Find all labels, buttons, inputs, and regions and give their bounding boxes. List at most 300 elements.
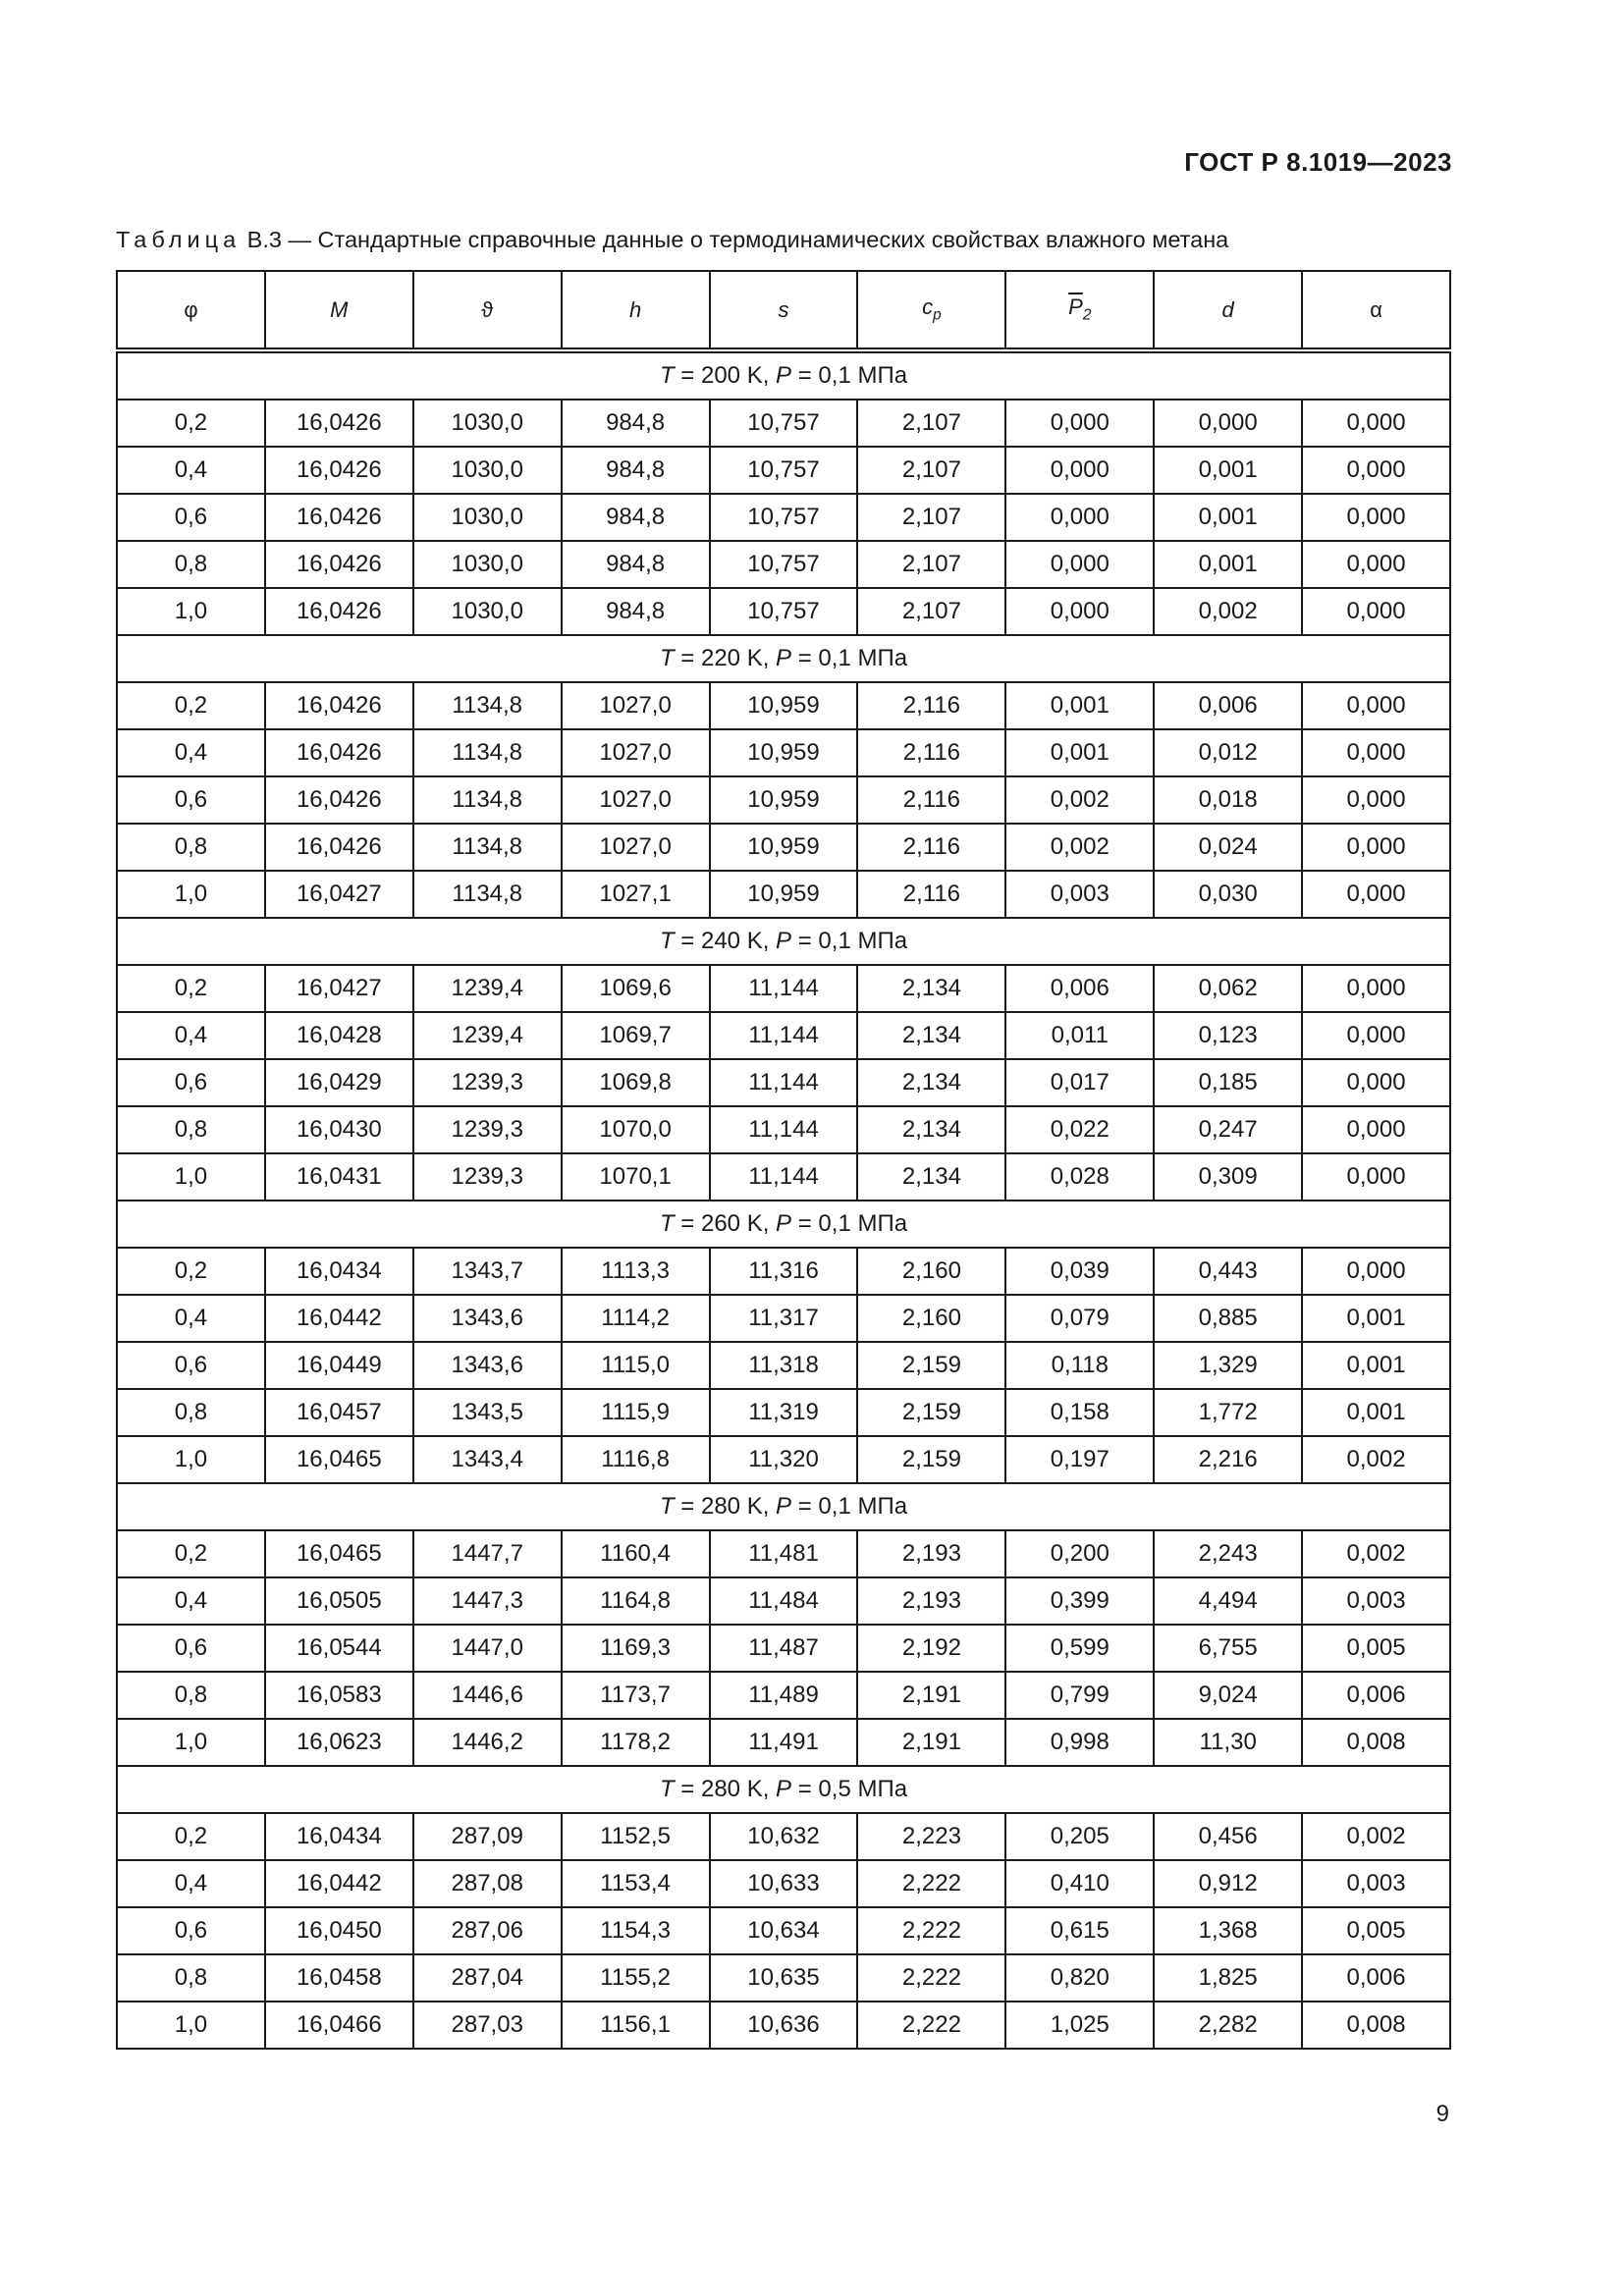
table-cell: 2,107: [857, 494, 1005, 541]
table-cell: 0,799: [1005, 1672, 1154, 1719]
column-subscript: 2: [1082, 306, 1092, 324]
table-cell: 11,491: [710, 1719, 858, 1766]
table-cell: 1173,7: [562, 1672, 710, 1719]
table-cell: 0,2: [117, 1248, 265, 1295]
table-row: [117, 1860, 1450, 1907]
table-cell: 1169,3: [562, 1625, 710, 1672]
table-cell: 16,0544: [265, 1625, 413, 1672]
table-cell: 16,0465: [265, 1436, 413, 1483]
table-cell: 0,000: [1302, 871, 1450, 918]
table-cell: 0,197: [1005, 1436, 1154, 1483]
table-cell: 2,107: [857, 447, 1005, 494]
table-cell: 0,001: [1154, 541, 1302, 588]
table-cell: 16,0458: [265, 1954, 413, 2002]
table-cell: 2,134: [857, 1012, 1005, 1059]
table-cell: 0,000: [1302, 776, 1450, 824]
table-cell: 10,757: [710, 541, 858, 588]
table-cell: 0,4: [117, 1295, 265, 1342]
table-row: [117, 1295, 1450, 1342]
table-cell: 1239,4: [413, 1012, 562, 1059]
table-cell: 0,005: [1302, 1625, 1450, 1672]
table-cell: 0,002: [1302, 1813, 1450, 1860]
table-cell: 11,320: [710, 1436, 858, 1483]
table-cell: 10,959: [710, 729, 858, 776]
table-cell: 10,959: [710, 776, 858, 824]
table-cell: 0,8: [117, 824, 265, 871]
table-cell: 984,8: [562, 400, 710, 447]
table-cell: 1239,3: [413, 1059, 562, 1106]
table-cell: 0,012: [1154, 729, 1302, 776]
table-cell: 0,008: [1302, 2002, 1450, 2049]
table-row: [117, 1059, 1450, 1106]
table-cell: 1027,0: [562, 729, 710, 776]
table-cell: 0,022: [1005, 1106, 1154, 1153]
column-header: [710, 271, 858, 350]
table-cell: 0,247: [1154, 1106, 1302, 1153]
table-cell: 1070,0: [562, 1106, 710, 1153]
table-cell: 0,000: [1302, 824, 1450, 871]
table-cell: 10,635: [710, 1954, 858, 2002]
column-symbol: $\overline{P}$: [1068, 294, 1083, 320]
table-cell: 0,4: [117, 729, 265, 776]
table-cell: 10,632: [710, 1813, 858, 1860]
table-cell: 1343,5: [413, 1389, 562, 1436]
group-pressure: 0,1: [818, 645, 851, 671]
table-row: [117, 824, 1450, 871]
table-cell: 16,0450: [265, 1907, 413, 1954]
table-cell: 0,001: [1005, 729, 1154, 776]
table-cell: 10,634: [710, 1907, 858, 1954]
table-cell: 1153,4: [562, 1860, 710, 1907]
table-cell: 0,118: [1005, 1342, 1154, 1389]
table-cell: 0,000: [1302, 1059, 1450, 1106]
table-cell: 1155,2: [562, 1954, 710, 2002]
table-cell: 16,0426: [265, 729, 413, 776]
table-cell: 0,443: [1154, 1248, 1302, 1295]
table-row: [117, 1719, 1450, 1766]
group-temperature: 280: [700, 1776, 741, 1802]
table-row: [117, 588, 1450, 635]
table-cell: 1,825: [1154, 1954, 1302, 2002]
table-cell: 0,456: [1154, 1813, 1302, 1860]
table-cell: 1134,8: [413, 776, 562, 824]
table-cell: 0,000: [1302, 447, 1450, 494]
table-cell: 1,0: [117, 2002, 265, 2049]
column-header: [413, 271, 562, 350]
table-cell: 1027,1: [562, 871, 710, 918]
table-cell: 2,159: [857, 1389, 1005, 1436]
table-cell: 11,144: [710, 1059, 858, 1106]
group-pressure: 0,1: [818, 362, 851, 389]
table-cell: 1239,4: [413, 965, 562, 1012]
table-cell: 0,000: [1302, 965, 1450, 1012]
table-cell: 0,000: [1302, 1012, 1450, 1059]
table-cell: 2,160: [857, 1248, 1005, 1295]
table-cell: 0,8: [117, 541, 265, 588]
table-cell: 1069,6: [562, 965, 710, 1012]
table-cell: 2,192: [857, 1625, 1005, 1672]
table-cell: 1070,1: [562, 1153, 710, 1201]
table-cell: 10,636: [710, 2002, 858, 2049]
group-temperature: 280: [700, 1493, 741, 1520]
table-cell: 0,8: [117, 1672, 265, 1719]
table-cell: 984,8: [562, 541, 710, 588]
table-cell: 0,011: [1005, 1012, 1154, 1059]
table-cell: 0,079: [1005, 1295, 1154, 1342]
table-cell: 0,030: [1154, 871, 1302, 918]
table-cell: 16,0426: [265, 447, 413, 494]
table-row: [117, 1625, 1450, 1672]
table-row: [117, 965, 1450, 1012]
table-row: [117, 494, 1450, 541]
table-cell: 0,001: [1302, 1389, 1450, 1436]
table-cell: 1154,3: [562, 1907, 710, 1954]
table-cell: 0,8: [117, 1389, 265, 1436]
table-cell: 1030,0: [413, 588, 562, 635]
table-cell: 16,0427: [265, 965, 413, 1012]
table-cell: 6,755: [1154, 1625, 1302, 1672]
table-cell: 0,205: [1005, 1813, 1154, 1860]
table-cell: 0,000: [1302, 1248, 1450, 1295]
table-row: [117, 1342, 1450, 1389]
table-cell: 0,399: [1005, 1577, 1154, 1625]
table-cell: 11,319: [710, 1389, 858, 1436]
table-cell: 9,024: [1154, 1672, 1302, 1719]
table-cell: 16,0457: [265, 1389, 413, 1436]
table-cell: 1160,4: [562, 1530, 710, 1577]
table-cell: 11,144: [710, 1106, 858, 1153]
column-header: [117, 271, 265, 350]
table-cell: 287,04: [413, 1954, 562, 2002]
table-cell: 0,912: [1154, 1860, 1302, 1907]
table-cell: 984,8: [562, 494, 710, 541]
column-subscript: p: [933, 306, 942, 324]
table-cell: 0,8: [117, 1954, 265, 2002]
table-cell: 2,107: [857, 588, 1005, 635]
table-row: [117, 447, 1450, 494]
table-cell: 2,134: [857, 965, 1005, 1012]
table-cell: 16,0426: [265, 541, 413, 588]
table-cell: 1,0: [117, 1153, 265, 1201]
table-cell: 16,0442: [265, 1295, 413, 1342]
table-cell: 0,6: [117, 776, 265, 824]
table-cell: 0,6: [117, 1342, 265, 1389]
table-row: [117, 1436, 1450, 1483]
table-cell: 4,494: [1154, 1577, 1302, 1625]
table-cell: 1,0: [117, 1719, 265, 1766]
table-cell: 1134,8: [413, 682, 562, 729]
group-header-row: [117, 918, 1450, 965]
table-cell: 0,002: [1302, 1436, 1450, 1483]
table-cell: 11,481: [710, 1530, 858, 1577]
column-symbol: s: [778, 296, 789, 322]
table-cell: 0,000: [1302, 682, 1450, 729]
table-cell: 0,4: [117, 1577, 265, 1625]
table-row: [117, 1389, 1450, 1436]
table-cell: 10,633: [710, 1860, 858, 1907]
table-cell: 1027,0: [562, 776, 710, 824]
table-cell: 0,000: [1005, 588, 1154, 635]
group-header-row: [117, 350, 1450, 400]
table-cell: 2,282: [1154, 2002, 1302, 2049]
group-temperature: 260: [700, 1210, 741, 1237]
column-header: [1005, 271, 1154, 350]
group-condition: T = 280 K, P = 0,5 МПа: [117, 1766, 1450, 1813]
table-cell: 16,0426: [265, 824, 413, 871]
table-cell: 1116,8: [562, 1436, 710, 1483]
column-symbol: c: [922, 294, 934, 320]
table-cell: 2,134: [857, 1106, 1005, 1153]
table-cell: 16,0427: [265, 871, 413, 918]
table-cell: 16,0505: [265, 1577, 413, 1625]
table-cell: 0,309: [1154, 1153, 1302, 1201]
table-cell: 16,0623: [265, 1719, 413, 1766]
table-row: [117, 1577, 1450, 1625]
table-cell: 16,0426: [265, 588, 413, 635]
table-cell: 1,0: [117, 588, 265, 635]
table-cell: 1,025: [1005, 2002, 1154, 2049]
group-condition: T = 200 K, P = 0,1 МПа: [117, 350, 1450, 400]
table-row: [117, 1248, 1450, 1295]
table-row: [117, 1907, 1450, 1954]
table-cell: 16,0583: [265, 1672, 413, 1719]
group-pressure: 0,5: [818, 1776, 851, 1802]
group-temperature: 240: [700, 928, 741, 954]
table-cell: 1030,0: [413, 494, 562, 541]
table-cell: 1069,8: [562, 1059, 710, 1106]
table-cell: 11,144: [710, 965, 858, 1012]
table-cell: 0,2: [117, 1530, 265, 1577]
table-cell: 10,959: [710, 682, 858, 729]
table-row: [117, 400, 1450, 447]
table-cell: 0,6: [117, 1625, 265, 1672]
table-row: [117, 871, 1450, 918]
table-cell: 0,000: [1005, 541, 1154, 588]
table-cell: 16,0430: [265, 1106, 413, 1153]
table-cell: 1343,4: [413, 1436, 562, 1483]
table-cell: 16,0426: [265, 400, 413, 447]
table-cell: 1343,7: [413, 1248, 562, 1295]
column-symbol: α: [1370, 296, 1382, 322]
table-cell: 2,216: [1154, 1436, 1302, 1483]
table-cell: 10,757: [710, 494, 858, 541]
table-cell: 1447,3: [413, 1577, 562, 1625]
table-cell: 16,0449: [265, 1342, 413, 1389]
table-row: [117, 1813, 1450, 1860]
column-header: [265, 271, 413, 350]
table-cell: 1134,8: [413, 824, 562, 871]
table-cell: 0,615: [1005, 1907, 1154, 1954]
table-cell: 2,191: [857, 1672, 1005, 1719]
table-cell: 16,0426: [265, 776, 413, 824]
column-symbol: φ: [184, 296, 198, 322]
column-header: [857, 271, 1005, 350]
table-cell: 0,018: [1154, 776, 1302, 824]
table-cell: 0,039: [1005, 1248, 1154, 1295]
table-cell: 2,159: [857, 1436, 1005, 1483]
table-cell: 16,0431: [265, 1153, 413, 1201]
group-header-row: [117, 1766, 1450, 1813]
table-cell: 0,4: [117, 1860, 265, 1907]
table-cell: 1027,0: [562, 682, 710, 729]
table-row: [117, 2002, 1450, 2049]
table-cell: 0,000: [1302, 588, 1450, 635]
table-cell: 287,09: [413, 1813, 562, 1860]
table-cell: 0,001: [1154, 494, 1302, 541]
table-cell: 0,006: [1005, 965, 1154, 1012]
table-cell: 1164,8: [562, 1577, 710, 1625]
table-cell: 11,316: [710, 1248, 858, 1295]
table-row: [117, 729, 1450, 776]
table-row: [117, 682, 1450, 729]
table-cell: 16,0434: [265, 1813, 413, 1860]
group-condition: T = 280 K, P = 0,1 МПа: [117, 1483, 1450, 1530]
table-cell: 1134,8: [413, 871, 562, 918]
table-cell: 16,0429: [265, 1059, 413, 1106]
table-cell: 1030,0: [413, 400, 562, 447]
table-cell: 0,000: [1302, 541, 1450, 588]
table-cell: 0,000: [1302, 400, 1450, 447]
table-cell: 11,317: [710, 1295, 858, 1342]
table-cell: 2,191: [857, 1719, 1005, 1766]
table-cell: 16,0434: [265, 1248, 413, 1295]
table-cell: 0,062: [1154, 965, 1302, 1012]
table-cell: 10,959: [710, 824, 858, 871]
column-symbol: d: [1221, 296, 1234, 322]
table-cell: 1027,0: [562, 824, 710, 871]
table-cell: 0,158: [1005, 1389, 1154, 1436]
table-cell: 10,959: [710, 871, 858, 918]
table-cell: 0,028: [1005, 1153, 1154, 1201]
table-cell: 2,116: [857, 824, 1005, 871]
table-cell: 0,4: [117, 447, 265, 494]
group-condition: T = 220 K, P = 0,1 МПа: [117, 635, 1450, 682]
table-cell: 1115,9: [562, 1389, 710, 1436]
column-header: [562, 271, 710, 350]
table-cell: 2,160: [857, 1295, 1005, 1342]
table-cell: 0,001: [1005, 682, 1154, 729]
table-cell: 1,368: [1154, 1907, 1302, 1954]
table-cell: 0,000: [1005, 447, 1154, 494]
table-cell: 1156,1: [562, 2002, 710, 2049]
standard-code: ГОСТ Р 8.1019—2023: [1184, 147, 1452, 177]
table-cell: 0,200: [1005, 1530, 1154, 1577]
table-cell: 0,6: [117, 1907, 265, 1954]
table-cell: 287,06: [413, 1907, 562, 1954]
table-cell: 0,885: [1154, 1295, 1302, 1342]
table-caption-label: Таблица: [116, 227, 242, 252]
table-cell: 1239,3: [413, 1106, 562, 1153]
group-temperature: 200: [700, 362, 741, 389]
table-cell: 0,002: [1005, 776, 1154, 824]
column-symbol: M: [330, 296, 349, 322]
table-cell: 0,4: [117, 1012, 265, 1059]
column-symbol: ϑ: [481, 296, 494, 322]
table-cell: 1178,2: [562, 1719, 710, 1766]
table-cell: 2,222: [857, 1907, 1005, 1954]
table-cell: 1152,5: [562, 1813, 710, 1860]
properties-table: [116, 270, 1451, 2050]
table-cell: 1069,7: [562, 1012, 710, 1059]
table-cell: 2,134: [857, 1059, 1005, 1106]
table-cell: 11,489: [710, 1672, 858, 1719]
table-cell: 1,0: [117, 1436, 265, 1483]
table-cell: 0,2: [117, 1813, 265, 1860]
table-cell: 0,001: [1302, 1295, 1450, 1342]
table-cell: 0,002: [1005, 824, 1154, 871]
table-cell: 2,134: [857, 1153, 1005, 1201]
table-cell: 1,772: [1154, 1389, 1302, 1436]
table-cell: 0,006: [1154, 682, 1302, 729]
table-cell: 0,000: [1302, 494, 1450, 541]
table-cell: 11,144: [710, 1012, 858, 1059]
table-cell: 2,116: [857, 729, 1005, 776]
group-header-row: [117, 635, 1450, 682]
table-row: [117, 1672, 1450, 1719]
group-pressure: 0,1: [818, 1493, 851, 1520]
table-row: [117, 776, 1450, 824]
table-cell: 2,116: [857, 871, 1005, 918]
table-cell: 0,000: [1154, 400, 1302, 447]
table-cell: 1447,0: [413, 1625, 562, 1672]
table-cell: 2,107: [857, 541, 1005, 588]
group-condition: T = 240 K, P = 0,1 МПа: [117, 918, 1450, 965]
table-cell: 0,6: [117, 494, 265, 541]
table-cell: 10,757: [710, 447, 858, 494]
table-cell: 0,599: [1005, 1625, 1154, 1672]
table-cell: 2,193: [857, 1577, 1005, 1625]
table-cell: 0,000: [1302, 1106, 1450, 1153]
table-cell: 16,0428: [265, 1012, 413, 1059]
table-cell: 2,107: [857, 400, 1005, 447]
table-cell: 1030,0: [413, 541, 562, 588]
table-cell: 2,116: [857, 682, 1005, 729]
table-caption-text: В.3 — Стандартные справочные данные о термодинамических свойствах влажного метана: [241, 227, 1229, 252]
table-cell: 11,484: [710, 1577, 858, 1625]
table-cell: 10,757: [710, 588, 858, 635]
table-cell: 2,222: [857, 2002, 1005, 2049]
table-row: [117, 541, 1450, 588]
table-cell: 10,757: [710, 400, 858, 447]
group-condition: T = 260 K, P = 0,1 МПа: [117, 1201, 1450, 1248]
table-cell: 0,6: [117, 1059, 265, 1106]
table-cell: 287,03: [413, 2002, 562, 2049]
table-cell: 0,820: [1005, 1954, 1154, 2002]
table-cell: 1,0: [117, 871, 265, 918]
table-cell: 287,08: [413, 1860, 562, 1907]
table-cell: 0,006: [1302, 1672, 1450, 1719]
table-cell: 2,159: [857, 1342, 1005, 1389]
table-cell: 1239,3: [413, 1153, 562, 1201]
table-cell: 16,0426: [265, 494, 413, 541]
table-cell: 984,8: [562, 588, 710, 635]
table-cell: 0,185: [1154, 1059, 1302, 1106]
column-header: [1302, 271, 1450, 350]
table-cell: 16,0466: [265, 2002, 413, 2049]
table-cell: 16,0442: [265, 1860, 413, 1907]
page-number: 9: [1435, 2101, 1449, 2127]
group-header-row: [117, 1483, 1450, 1530]
table-cell: 11,30: [1154, 1719, 1302, 1766]
table-cell: 0,002: [1154, 588, 1302, 635]
table-cell: 1343,6: [413, 1342, 562, 1389]
column-header: [1154, 271, 1302, 350]
table-cell: 0,410: [1005, 1860, 1154, 1907]
table-cell: 1343,6: [413, 1295, 562, 1342]
table-caption: [116, 227, 1228, 253]
table-cell: 0,006: [1302, 1954, 1450, 2002]
table-cell: 0,8: [117, 1106, 265, 1153]
